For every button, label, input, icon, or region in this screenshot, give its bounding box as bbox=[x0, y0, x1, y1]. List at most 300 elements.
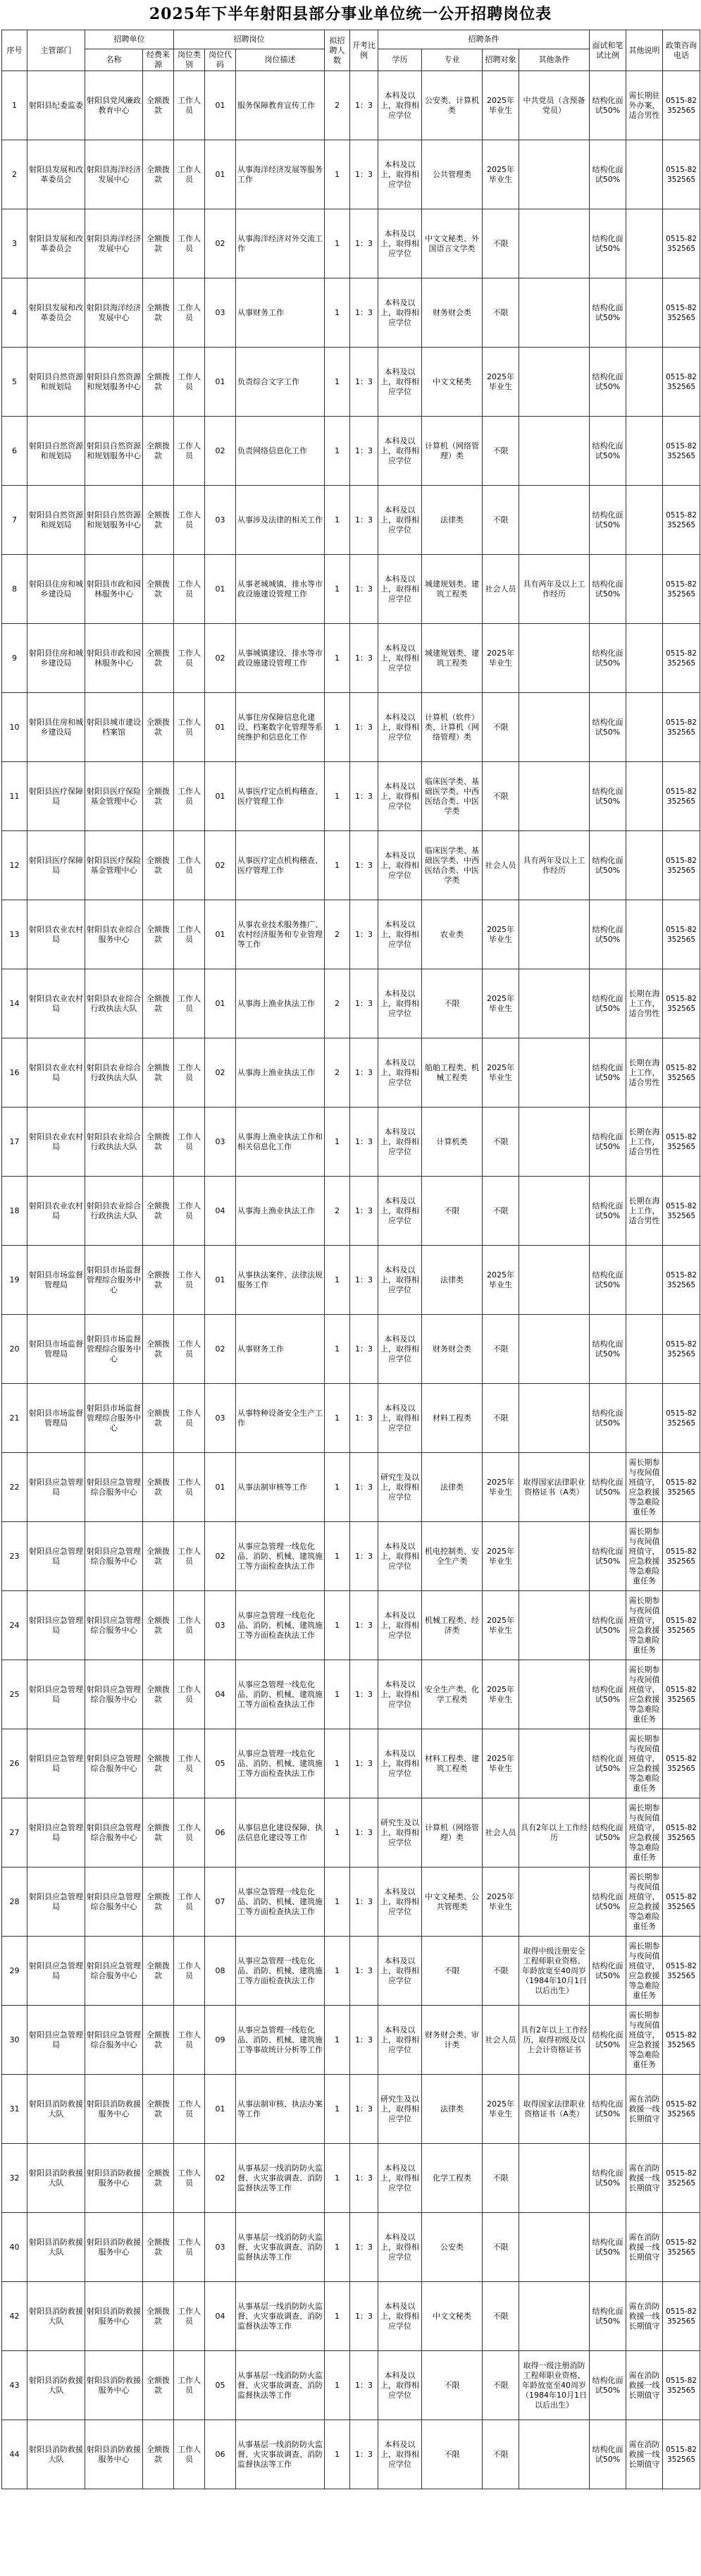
cell-funding: 全额拨款 bbox=[143, 1591, 174, 1660]
cell-major: 临床医学类、基础医学类、中西医结合类、中医学类 bbox=[422, 831, 483, 900]
cell-target: 不限 bbox=[483, 762, 519, 831]
cell-phone: 0515-82352565 bbox=[663, 2144, 700, 2213]
cell-notes bbox=[626, 900, 663, 969]
cell-notes: 需在消防救援一线长期值守 bbox=[626, 2420, 663, 2489]
cell-notes bbox=[626, 140, 663, 209]
cell-ratio: 1：3 bbox=[350, 1937, 378, 2006]
cell-notes: 长期在海上工作，适合男性 bbox=[626, 969, 663, 1038]
table-row bbox=[2, 209, 700, 278]
cell-category: 工作人员 bbox=[174, 624, 205, 693]
cell-desc: 从事基层一线消防防火监督、火灾事故调查、消防监督执法等工作 bbox=[236, 2144, 325, 2213]
cell-edu: 本科及以上，取得相应学位 bbox=[378, 2351, 422, 2420]
cell-target: 2025年毕业生 bbox=[483, 2075, 519, 2144]
cell-phone: 0515-82352565 bbox=[663, 1937, 700, 2006]
cell-notes: 需在消防救援一线长期值守 bbox=[626, 2351, 663, 2420]
cell-count: 1 bbox=[325, 1729, 350, 1798]
cell-other bbox=[519, 900, 590, 969]
cell-major: 法律类 bbox=[422, 1246, 483, 1315]
cell-desc: 从事医疗定点机构稽查、医疗管理工作 bbox=[236, 762, 325, 831]
cell-funding: 全额拨款 bbox=[143, 969, 174, 1038]
cell-desc: 从事法制审核、执法办案等工作 bbox=[236, 2075, 325, 2144]
cell-category: 工作人员 bbox=[174, 1660, 205, 1729]
table-row bbox=[2, 2213, 700, 2282]
cell-major: 计算机类 bbox=[422, 1108, 483, 1177]
cell-desc: 从事涉及法律的相关工作 bbox=[236, 486, 325, 555]
cell-phone: 0515-82352565 bbox=[663, 1453, 700, 1522]
cell-seq: 43 bbox=[2, 2351, 27, 2420]
cell-ratio: 1：3 bbox=[350, 209, 378, 278]
cell-funding: 全额拨款 bbox=[143, 1038, 174, 1108]
cell-target: 2025年毕业生 bbox=[483, 1867, 519, 1937]
header-unit-name: 名称 bbox=[85, 49, 143, 71]
cell-ratio: 1：3 bbox=[350, 278, 378, 348]
cell-exam: 结构化面试50% bbox=[590, 1798, 626, 1867]
cell-notes bbox=[626, 831, 663, 900]
cell-exam: 结构化面试50% bbox=[590, 1453, 626, 1522]
cell-category: 工作人员 bbox=[174, 2213, 205, 2282]
cell-seq: 44 bbox=[2, 2420, 27, 2489]
cell-dept: 射阳县应急管理局 bbox=[27, 2006, 85, 2075]
cell-unit: 射阳县海洋经济发展中心 bbox=[85, 278, 143, 348]
cell-category: 工作人员 bbox=[174, 2351, 205, 2420]
cell-phone: 0515-82352565 bbox=[663, 624, 700, 693]
cell-other: 具有2年以上工作经历，取得初级及以上会计资格证书 bbox=[519, 2006, 590, 2075]
cell-funding: 全额拨款 bbox=[143, 693, 174, 762]
cell-funding: 全额拨款 bbox=[143, 417, 174, 486]
cell-target: 不限 bbox=[483, 2213, 519, 2282]
cell-edu: 本科及以上，取得相应学位 bbox=[378, 1591, 422, 1660]
header-edu: 学历 bbox=[378, 49, 422, 71]
cell-code: 03 bbox=[205, 486, 236, 555]
cell-category: 工作人员 bbox=[174, 1384, 205, 1453]
cell-phone: 0515-82352565 bbox=[663, 2006, 700, 2075]
cell-edu: 本科及以上，取得相应学位 bbox=[378, 1384, 422, 1453]
cell-notes bbox=[626, 762, 663, 831]
cell-funding: 全额拨款 bbox=[143, 2006, 174, 2075]
cell-dept: 射阳县市场监督管理局 bbox=[27, 1315, 85, 1384]
cell-other bbox=[519, 1246, 590, 1315]
cell-count: 1 bbox=[325, 209, 350, 278]
cell-edu: 本科及以上，取得相应学位 bbox=[378, 2282, 422, 2351]
cell-major: 城建规划类、建筑工程类 bbox=[422, 624, 483, 693]
cell-count: 1 bbox=[325, 1522, 350, 1591]
cell-unit: 射阳县应急管理综合服务中心 bbox=[85, 1867, 143, 1937]
cell-desc: 从事基层一线消防防火监督、火灾事故调查、消防监督执法等工作 bbox=[236, 2351, 325, 2420]
cell-seq: 6 bbox=[2, 417, 27, 486]
table-row bbox=[2, 1937, 700, 2006]
cell-funding: 全额拨款 bbox=[143, 1177, 174, 1246]
cell-desc: 从事应急管理一线危化品、消防、机械、建筑施工等方面检查执法工作 bbox=[236, 1522, 325, 1591]
cell-notes bbox=[626, 486, 663, 555]
cell-other bbox=[519, 969, 590, 1038]
cell-count: 1 bbox=[325, 1867, 350, 1937]
cell-notes: 需长期参与夜间值班值守，应急救援等急难险重任务 bbox=[626, 1729, 663, 1798]
cell-major: 城建规划类、建筑工程类 bbox=[422, 555, 483, 624]
cell-target: 不限 bbox=[483, 1937, 519, 2006]
cell-count: 1 bbox=[325, 624, 350, 693]
cell-other bbox=[519, 624, 590, 693]
table-row bbox=[2, 1315, 700, 1384]
cell-ratio: 1：3 bbox=[350, 417, 378, 486]
cell-code: 02 bbox=[205, 417, 236, 486]
cell-category: 工作人员 bbox=[174, 278, 205, 348]
cell-count: 1 bbox=[325, 1246, 350, 1315]
cell-count: 1 bbox=[325, 555, 350, 624]
cell-target: 2025年毕业生 bbox=[483, 624, 519, 693]
cell-funding: 全额拨款 bbox=[143, 900, 174, 969]
cell-exam: 结构化面试50% bbox=[590, 1522, 626, 1591]
cell-code: 06 bbox=[205, 1798, 236, 1867]
cell-exam: 结构化面试50% bbox=[590, 1315, 626, 1384]
cell-major: 不限 bbox=[422, 2351, 483, 2420]
cell-phone: 0515-82352565 bbox=[663, 140, 700, 209]
cell-code: 02 bbox=[205, 1522, 236, 1591]
cell-other: 具有2年以上工作经历 bbox=[519, 1798, 590, 1867]
table-row bbox=[2, 1522, 700, 1591]
cell-dept: 射阳县消防救援大队 bbox=[27, 2351, 85, 2420]
cell-unit: 射阳县消防救援服务中心 bbox=[85, 2351, 143, 2420]
cell-funding: 全额拨款 bbox=[143, 1729, 174, 1798]
cell-unit: 射阳县海洋经济发展中心 bbox=[85, 140, 143, 209]
cell-category: 工作人员 bbox=[174, 1177, 205, 1246]
cell-code: 02 bbox=[205, 1038, 236, 1108]
cell-ratio: 1：3 bbox=[350, 900, 378, 969]
cell-seq: 19 bbox=[2, 1246, 27, 1315]
cell-category: 工作人员 bbox=[174, 900, 205, 969]
cell-desc: 从事农业技术服务推广、农村经济服务和专业管理等工作 bbox=[236, 900, 325, 969]
cell-ratio: 1：3 bbox=[350, 140, 378, 209]
cell-desc: 从事医疗定点机构稽查、医疗管理工作 bbox=[236, 831, 325, 900]
cell-code: 03 bbox=[205, 2213, 236, 2282]
cell-count: 1 bbox=[325, 2213, 350, 2282]
cell-phone: 0515-82352565 bbox=[663, 1591, 700, 1660]
cell-dept: 射阳县医疗保障局 bbox=[27, 762, 85, 831]
table-row bbox=[2, 417, 700, 486]
cell-desc: 从事法制审核等工作 bbox=[236, 1453, 325, 1522]
header-category: 岗位类别 bbox=[174, 49, 205, 71]
cell-other bbox=[519, 417, 590, 486]
header-phone: 政策咨询电话 bbox=[663, 30, 700, 71]
cell-phone: 0515-82352565 bbox=[663, 1246, 700, 1315]
cell-seq: 25 bbox=[2, 1660, 27, 1729]
cell-exam: 结构化面试50% bbox=[590, 209, 626, 278]
header-target: 招聘对象 bbox=[483, 49, 519, 71]
cell-code: 03 bbox=[205, 278, 236, 348]
cell-edu: 研究生及以上，取得相应学位 bbox=[378, 2075, 422, 2144]
cell-target: 2025年毕业生 bbox=[483, 1522, 519, 1591]
cell-exam: 结构化面试50% bbox=[590, 555, 626, 624]
table-row bbox=[2, 969, 700, 1038]
cell-target: 不限 bbox=[483, 2144, 519, 2213]
cell-edu: 本科及以上，取得相应学位 bbox=[378, 278, 422, 348]
cell-notes bbox=[626, 1246, 663, 1315]
cell-desc: 从事基层一线消防防火监督、火灾事故调查、消防监督执法等工作 bbox=[236, 2420, 325, 2489]
cell-unit: 射阳县应急管理综合服务中心 bbox=[85, 1729, 143, 1798]
cell-count: 1 bbox=[325, 2144, 350, 2213]
recruitment-table bbox=[1, 30, 700, 2489]
cell-notes bbox=[626, 693, 663, 762]
cell-other: 具有两年及以上工作经历 bbox=[519, 555, 590, 624]
cell-code: 05 bbox=[205, 1729, 236, 1798]
cell-desc: 从事基层一线消防防火监督、火灾事故调查、消防监督执法等工作 bbox=[236, 2213, 325, 2282]
cell-code: 08 bbox=[205, 1937, 236, 2006]
cell-ratio: 1：3 bbox=[350, 1177, 378, 1246]
cell-category: 工作人员 bbox=[174, 2075, 205, 2144]
cell-edu: 本科及以上，取得相应学位 bbox=[378, 900, 422, 969]
cell-unit: 射阳县城市建设档案馆 bbox=[85, 693, 143, 762]
cell-code: 01 bbox=[205, 762, 236, 831]
cell-major: 法律类 bbox=[422, 2075, 483, 2144]
cell-count: 1 bbox=[325, 1108, 350, 1177]
cell-target: 社会人员 bbox=[483, 555, 519, 624]
cell-code: 01 bbox=[205, 2075, 236, 2144]
cell-seq: 42 bbox=[2, 2282, 27, 2351]
cell-edu: 本科及以上，取得相应学位 bbox=[378, 1177, 422, 1246]
cell-funding: 全额拨款 bbox=[143, 2075, 174, 2144]
cell-seq: 18 bbox=[2, 1177, 27, 1246]
cell-code: 02 bbox=[205, 209, 236, 278]
table-row bbox=[2, 1453, 700, 1522]
cell-count: 2 bbox=[325, 1038, 350, 1108]
cell-major: 临床医学类、基础医学类、中西医结合类、中医学类 bbox=[422, 762, 483, 831]
cell-edu: 本科及以上，取得相应学位 bbox=[378, 1867, 422, 1937]
cell-exam: 结构化面试50% bbox=[590, 2282, 626, 2351]
cell-target: 不限 bbox=[483, 1384, 519, 1453]
cell-phone: 0515-82352565 bbox=[663, 1867, 700, 1937]
cell-phone: 0515-82352565 bbox=[663, 969, 700, 1038]
cell-target: 社会人员 bbox=[483, 1798, 519, 1867]
cell-exam: 结构化面试50% bbox=[590, 2213, 626, 2282]
cell-target: 不限 bbox=[483, 2420, 519, 2489]
cell-category: 工作人员 bbox=[174, 348, 205, 417]
cell-category: 工作人员 bbox=[174, 1798, 205, 1867]
cell-count: 1 bbox=[325, 417, 350, 486]
cell-funding: 全额拨款 bbox=[143, 1246, 174, 1315]
cell-code: 01 bbox=[205, 140, 236, 209]
cell-exam: 结构化面试50% bbox=[590, 1108, 626, 1177]
cell-edu: 本科及以上，取得相应学位 bbox=[378, 831, 422, 900]
cell-seq: 32 bbox=[2, 2144, 27, 2213]
cell-count: 1 bbox=[325, 1384, 350, 1453]
cell-funding: 全额拨款 bbox=[143, 140, 174, 209]
cell-funding: 全额拨款 bbox=[143, 2351, 174, 2420]
cell-funding: 全额拨款 bbox=[143, 2144, 174, 2213]
cell-funding: 全额拨款 bbox=[143, 2213, 174, 2282]
cell-edu: 本科及以上，取得相应学位 bbox=[378, 417, 422, 486]
cell-dept: 射阳县农业农村局 bbox=[27, 969, 85, 1038]
cell-count: 1 bbox=[325, 486, 350, 555]
cell-funding: 全额拨款 bbox=[143, 831, 174, 900]
cell-other bbox=[519, 209, 590, 278]
cell-code: 01 bbox=[205, 348, 236, 417]
cell-seq: 23 bbox=[2, 1522, 27, 1591]
cell-count: 1 bbox=[325, 140, 350, 209]
cell-other bbox=[519, 1729, 590, 1798]
cell-target: 2025年毕业生 bbox=[483, 1453, 519, 1522]
cell-notes bbox=[626, 1315, 663, 1384]
cell-category: 工作人员 bbox=[174, 693, 205, 762]
cell-phone: 0515-82352565 bbox=[663, 1038, 700, 1108]
cell-other: 具有两年及以上工作经历 bbox=[519, 831, 590, 900]
cell-ratio: 1：3 bbox=[350, 1867, 378, 1937]
cell-desc: 从事基层一线消防防火监督、火灾事故调查、消防监督执法等工作 bbox=[236, 2282, 325, 2351]
cell-edu: 本科及以上，取得相应学位 bbox=[378, 555, 422, 624]
cell-other bbox=[519, 1315, 590, 1384]
cell-count: 1 bbox=[325, 1660, 350, 1729]
cell-phone: 0515-82352565 bbox=[663, 486, 700, 555]
cell-phone: 0515-82352565 bbox=[663, 417, 700, 486]
cell-notes: 长期在海上工作，适合男性 bbox=[626, 1108, 663, 1177]
header-exam: 面试和笔试比例 bbox=[590, 30, 626, 71]
cell-ratio: 1：3 bbox=[350, 2144, 378, 2213]
cell-dept: 射阳县应急管理局 bbox=[27, 1937, 85, 2006]
cell-other bbox=[519, 2213, 590, 2282]
cell-seq: 14 bbox=[2, 969, 27, 1038]
cell-other bbox=[519, 2282, 590, 2351]
cell-edu: 本科及以上，取得相应学位 bbox=[378, 1246, 422, 1315]
cell-phone: 0515-82352565 bbox=[663, 900, 700, 969]
cell-notes bbox=[626, 624, 663, 693]
cell-funding: 全额拨款 bbox=[143, 1522, 174, 1591]
cell-code: 01 bbox=[205, 900, 236, 969]
cell-unit: 射阳县应急管理综合服务中心 bbox=[85, 1937, 143, 2006]
cell-notes bbox=[626, 209, 663, 278]
cell-funding: 全额拨款 bbox=[143, 71, 174, 140]
cell-notes: 长期在海上工作，适合男性 bbox=[626, 1038, 663, 1108]
cell-major: 不限 bbox=[422, 1937, 483, 2006]
cell-other: 取得国家法律职业资格证书（A类） bbox=[519, 1453, 590, 1522]
table-header bbox=[2, 30, 700, 71]
cell-code: 04 bbox=[205, 1660, 236, 1729]
cell-code: 07 bbox=[205, 1867, 236, 1937]
cell-major: 材料工程类 bbox=[422, 1384, 483, 1453]
cell-desc: 从事海洋经济对外交流工作 bbox=[236, 209, 325, 278]
cell-phone: 0515-82352565 bbox=[663, 762, 700, 831]
cell-count: 1 bbox=[325, 1937, 350, 2006]
cell-code: 01 bbox=[205, 1246, 236, 1315]
cell-major: 计算机（网络管理）类 bbox=[422, 417, 483, 486]
cell-major: 中文文秘类、公共管理类 bbox=[422, 1867, 483, 1937]
cell-seq: 2 bbox=[2, 140, 27, 209]
cell-count: 1 bbox=[325, 2075, 350, 2144]
cell-code: 03 bbox=[205, 1384, 236, 1453]
cell-notes: 长期在海上工作，适合男性 bbox=[626, 1177, 663, 1246]
cell-exam: 结构化面试50% bbox=[590, 486, 626, 555]
cell-unit: 射阳县应急管理综合服务中心 bbox=[85, 2006, 143, 2075]
table-row bbox=[2, 900, 700, 969]
cell-dept: 射阳县医疗保障局 bbox=[27, 831, 85, 900]
cell-dept: 射阳县市场监督管理局 bbox=[27, 1246, 85, 1315]
cell-unit: 射阳县农业综合行政执法大队 bbox=[85, 1108, 143, 1177]
cell-seq: 20 bbox=[2, 1315, 27, 1384]
table-row bbox=[2, 140, 700, 209]
cell-target: 不限 bbox=[483, 693, 519, 762]
table-row bbox=[2, 486, 700, 555]
cell-phone: 0515-82352565 bbox=[663, 2213, 700, 2282]
cell-ratio: 1：3 bbox=[350, 1591, 378, 1660]
cell-notes: 需在消防救援一线长期值守 bbox=[626, 2144, 663, 2213]
cell-dept: 射阳县农业农村局 bbox=[27, 900, 85, 969]
cell-other bbox=[519, 140, 590, 209]
cell-code: 02 bbox=[205, 1315, 236, 1384]
cell-notes: 需长期参与夜间值班值守，应急救援等急难险重任务 bbox=[626, 1660, 663, 1729]
cell-dept: 射阳县住房和城乡建设局 bbox=[27, 555, 85, 624]
cell-seq: 9 bbox=[2, 624, 27, 693]
cell-notes: 需在消防救援一线长期值守 bbox=[626, 2075, 663, 2144]
cell-category: 工作人员 bbox=[174, 969, 205, 1038]
cell-unit: 射阳县消防救援服务中心 bbox=[85, 2282, 143, 2351]
cell-desc: 从事住房保障信息化建设、档案数字化管理等系统维护和信息化工作 bbox=[236, 693, 325, 762]
cell-ratio: 1：3 bbox=[350, 969, 378, 1038]
cell-ratio: 1：3 bbox=[350, 71, 378, 140]
cell-category: 工作人员 bbox=[174, 1867, 205, 1937]
cell-category: 工作人员 bbox=[174, 1453, 205, 1522]
cell-ratio: 1：3 bbox=[350, 624, 378, 693]
cell-category: 工作人员 bbox=[174, 1108, 205, 1177]
cell-desc: 从事海洋经济发展等服务工作 bbox=[236, 140, 325, 209]
cell-exam: 结构化面试50% bbox=[590, 2144, 626, 2213]
cell-desc: 从事应急管理一线危化品、消防、机械、建筑施工等方面检查执法工作 bbox=[236, 1591, 325, 1660]
cell-edu: 研究生及以上，取得相应学位 bbox=[378, 1798, 422, 1867]
cell-code: 02 bbox=[205, 624, 236, 693]
cell-unit: 射阳县农业综合行政执法大队 bbox=[85, 1038, 143, 1108]
cell-unit: 射阳县自然资源和规划服务中心 bbox=[85, 417, 143, 486]
cell-phone: 0515-82352565 bbox=[663, 278, 700, 348]
cell-category: 工作人员 bbox=[174, 486, 205, 555]
cell-dept: 射阳县应急管理局 bbox=[27, 1798, 85, 1867]
cell-seq: 11 bbox=[2, 762, 27, 831]
cell-exam: 结构化面试50% bbox=[590, 762, 626, 831]
cell-funding: 全额拨款 bbox=[143, 1453, 174, 1522]
cell-desc: 从事海上渔业执法工作和相关信息化工作 bbox=[236, 1108, 325, 1177]
cell-code: 01 bbox=[205, 71, 236, 140]
cell-major: 法律类 bbox=[422, 1453, 483, 1522]
cell-dept: 射阳县自然资源和规划局 bbox=[27, 348, 85, 417]
cell-dept: 射阳县消防救援大队 bbox=[27, 2420, 85, 2489]
cell-desc: 从事应急管理一线危化品、消防、机械、建筑施工等方面检查执法工作 bbox=[236, 1867, 325, 1937]
cell-edu: 本科及以上，取得相应学位 bbox=[378, 209, 422, 278]
cell-desc: 负责网络信息化工作 bbox=[236, 417, 325, 486]
header-post-desc: 岗位描述 bbox=[236, 49, 325, 71]
cell-major: 安全生产类、化学工程类 bbox=[422, 1660, 483, 1729]
cell-target: 不限 bbox=[483, 1315, 519, 1384]
cell-notes: 需长期参与夜间值班值守，应急救援等急难险重任务 bbox=[626, 1867, 663, 1937]
cell-phone: 0515-82352565 bbox=[663, 1798, 700, 1867]
cell-edu: 本科及以上，取得相应学位 bbox=[378, 1108, 422, 1177]
cell-exam: 结构化面试50% bbox=[590, 831, 626, 900]
cell-exam: 结构化面试50% bbox=[590, 1937, 626, 2006]
cell-major: 计算机（网络管理）类 bbox=[422, 1798, 483, 1867]
cell-other bbox=[519, 2144, 590, 2213]
cell-target: 2025年毕业生 bbox=[483, 1038, 519, 1108]
cell-category: 工作人员 bbox=[174, 555, 205, 624]
cell-category: 工作人员 bbox=[174, 2144, 205, 2213]
table-row bbox=[2, 2351, 700, 2420]
cell-count: 1 bbox=[325, 2420, 350, 2489]
cell-edu: 本科及以上，取得相应学位 bbox=[378, 1038, 422, 1108]
table-row bbox=[2, 2006, 700, 2075]
cell-major: 不限 bbox=[422, 1177, 483, 1246]
cell-edu: 本科及以上，取得相应学位 bbox=[378, 140, 422, 209]
cell-edu: 本科及以上，取得相应学位 bbox=[378, 1937, 422, 2006]
cell-code: 02 bbox=[205, 2144, 236, 2213]
cell-unit: 射阳县应急管理综合服务中心 bbox=[85, 1453, 143, 1522]
header-count: 拟招聘人数 bbox=[325, 30, 350, 71]
cell-unit: 射阳县市场监督管理综合服务中心 bbox=[85, 1315, 143, 1384]
cell-funding: 全额拨款 bbox=[143, 2282, 174, 2351]
cell-code: 04 bbox=[205, 2282, 236, 2351]
cell-other bbox=[519, 762, 590, 831]
